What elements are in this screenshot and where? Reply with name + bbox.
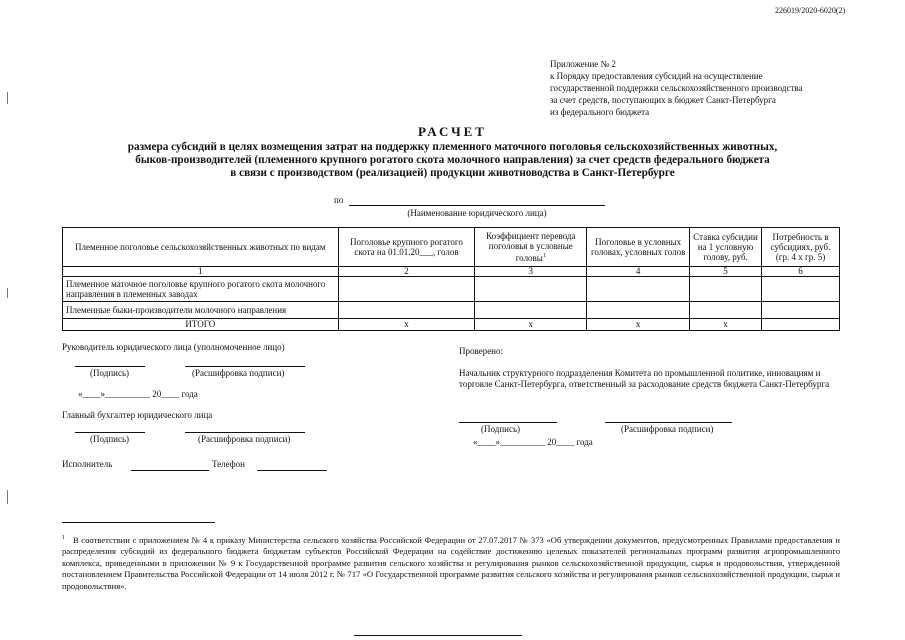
table-cell-empty [762, 319, 840, 331]
scan-edge-mark [7, 490, 8, 504]
signature-caption: (Подпись) [481, 424, 521, 434]
header-livestock: Поголовье крупного рогатого скота на 01.01.20___, голов [338, 228, 475, 267]
total-x-cell: x [338, 319, 475, 331]
table-cell-empty [587, 277, 690, 302]
executor-label: Исполнитель [62, 459, 113, 469]
table-cell-empty [475, 277, 587, 302]
col-number: 3 [475, 267, 587, 277]
decoding-line [605, 422, 732, 423]
total-x-cell: x [587, 319, 690, 331]
col-number: 2 [338, 267, 475, 277]
header-coefficient-text: Коэффициент перевода поголовья в условные головы [486, 231, 576, 263]
scan-edge-mark [7, 92, 8, 104]
scan-edge-mark [7, 288, 8, 298]
total-x-cell: x [475, 319, 587, 331]
date-template: «____»__________ 20____ года [473, 437, 593, 447]
table-row-label: Племенное маточное поголовье крупного рогатого скота молочного направления в племенных заводах [63, 277, 339, 302]
decoding-caption: (Расшифровка подписи) [198, 434, 291, 444]
col-number: 6 [762, 267, 840, 277]
page-subtitle [60, 141, 845, 180]
table-cell-empty [690, 277, 762, 302]
annex-line: Приложение № 2 [550, 59, 616, 69]
subtitle-line: быков-производителей (племенного крупного рогатого скота молочного направления) за счет средств федерального бюджета [135, 154, 770, 166]
entity-name-line [349, 205, 605, 206]
signature-caption: (Подпись) [90, 368, 130, 378]
subtitle-line: в связи с производством (реализацией) продукции животноводства в Санкт-Петербурге [230, 167, 675, 179]
subtitle-line: размера субсидий в целях возмещения затрат на поддержку племенного маточного поголовья сельскохозяйственных животных, [127, 141, 778, 153]
phone-line [257, 470, 327, 471]
header-need: Потребность в субсидиях, руб. (гр. 4 х гр. 5) [762, 228, 840, 267]
signature-line [459, 422, 557, 423]
col-number: 4 [587, 267, 690, 277]
table-cell-empty [587, 302, 690, 319]
header-species: Племенное поголовье сельскохозяйственных животных по видам [63, 228, 339, 267]
header-coefficient [475, 228, 587, 267]
total-x-cell: x [690, 319, 762, 331]
header-rate: Ставка субсидии на 1 условную голову, руб. [690, 228, 762, 267]
annex-block [550, 58, 880, 118]
executor-line [131, 470, 209, 471]
table-cell-empty [762, 277, 840, 302]
annex-line: к Порядку предоставления субсидий на осуществление [550, 71, 763, 81]
annex-line: за счет средств, поступающих в бюджет Санкт-Петербурга [550, 95, 776, 105]
phone-label: Телефон [212, 459, 245, 469]
po-label: по [334, 195, 344, 205]
entity-caption: (Наименование юридического лица) [407, 208, 547, 218]
table-cell-empty [475, 302, 587, 319]
table-cell-empty [338, 302, 475, 319]
signature-caption: (Подпись) [90, 434, 130, 444]
table-cell-empty [690, 302, 762, 319]
footnote-text: В соответствии с приложением № 4 к приказу Министерства сельского хозяйства Российской Федерации от 27.07.2017 № 373 «Об утверждении документов, предусмотренных Правилами предоставления и распределения субсидий из федерального бюджета бюджетам субъектов Российской Федерации на содействие достижению целевых показателей региональных программ развития агропромышленного комплекса, приведенными в приложении № 9 к Государственной программе развития сельского хозяйства и регулирования рынков сельскохозяйственной продукции, сырья и продовольствия, утвержденной постановлением Правительства Российской Федерации от 14 июля 2012 г. № 717 «О Государственной программе развития сельского хозяйства и регулирования рынков сельскохозяйственной продукции, сырья и продовольствия». [62, 534, 840, 591]
date-template: «____»__________ 20____ года [78, 389, 198, 399]
footnote [62, 533, 840, 592]
annex-line: из федерального бюджета [550, 107, 650, 117]
decoding-line [185, 432, 305, 433]
document-number: 226019/2020-6020(2) [775, 6, 846, 15]
table-row-label: Племенные быки-производители молочного направления [63, 302, 339, 319]
page-title: РАСЧЕТ [418, 124, 487, 139]
decoding-line [185, 366, 305, 367]
header-conditional-heads: Поголовье в условных головах, условных голов [587, 228, 690, 267]
decoding-caption: (Расшифровка подписи) [192, 368, 285, 378]
table-cell-empty [762, 302, 840, 319]
footnote-mark: 1 [542, 253, 546, 259]
checked-label: Проверено: [459, 346, 504, 356]
table-cell-empty [338, 277, 475, 302]
col-number: 1 [63, 267, 339, 277]
head-label: Руководитель юридического лица (уполномоченное лицо) [62, 342, 285, 352]
decoding-caption: (Расшифровка подписи) [621, 424, 714, 434]
total-label: ИТОГО [63, 319, 339, 331]
checked-text: Начальник структурного подразделения Комитета по промышленной политике, инновациям и торговле Санкт-Петербурга, ответственный за расходование средств бюджета Санкт-Петербурга [459, 368, 830, 389]
calculation-table [62, 227, 840, 331]
accountant-label: Главный бухгалтер юридического лица [62, 410, 213, 420]
bottom-rule [354, 635, 522, 636]
annex-line: государственной поддержки сельскохозяйственного производства [550, 83, 803, 93]
footnote-mark: 1 [62, 535, 65, 541]
signature-line [75, 432, 145, 433]
col-number: 5 [690, 267, 762, 277]
signature-line [75, 366, 145, 367]
footnote-separator [62, 522, 215, 523]
